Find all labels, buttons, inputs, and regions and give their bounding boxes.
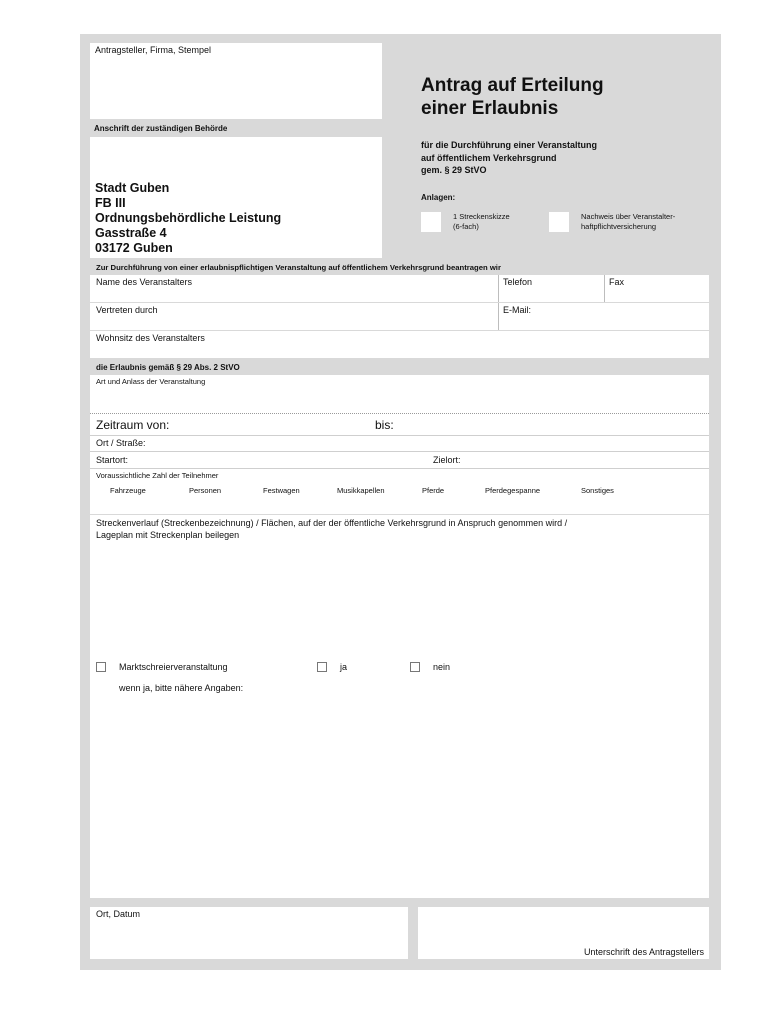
- divider: [498, 303, 499, 330]
- purpose-text: [421, 139, 597, 177]
- residence-row[interactable]: [90, 331, 709, 358]
- address-line: Ordnungsbehördliche Leistung: [95, 211, 282, 225]
- period-to-label: bis:: [375, 418, 394, 432]
- form-title: [421, 74, 604, 120]
- place-street-label: Ort / Straße:: [96, 438, 146, 448]
- authority-label: Anschrift der zuständigen Behörde: [94, 124, 228, 133]
- represented-label: Vertreten durch: [96, 305, 158, 315]
- fax-label: Fax: [609, 277, 625, 287]
- market-checkbox[interactable]: [96, 662, 106, 672]
- email-label: E-Mail:: [503, 305, 532, 315]
- divider: [498, 275, 499, 302]
- attachment1-label: [453, 212, 510, 232]
- attachment1-line: 1 Streckenskizze: [453, 212, 510, 221]
- separator: [90, 451, 709, 452]
- attachment2-label: [581, 212, 675, 232]
- participant-type-persons: Personen: [189, 486, 222, 495]
- participants-label: Voraussichtliche Zahl der Teilnehmer: [96, 471, 219, 480]
- phone-label: Telefon: [503, 277, 533, 287]
- attachment1-line: (6-fach): [453, 222, 479, 231]
- permit-heading: die Erlaubnis gemäß § 29 Abs. 2 StVO: [96, 363, 240, 372]
- title-line: Antrag auf Erteilung: [421, 75, 604, 96]
- attachment1-checkbox[interactable]: [421, 212, 441, 232]
- participant-type-vehicles: Fahrzeuge: [110, 486, 146, 495]
- address-line: 03172 Guben: [95, 241, 173, 255]
- attachments-label: Anlagen:: [421, 193, 456, 202]
- address-line: Stadt Guben: [95, 181, 170, 195]
- attachment2-checkbox[interactable]: [549, 212, 569, 232]
- period-from-label: Zeitraum von:: [96, 418, 170, 432]
- market-details-label: wenn ja, bitte nähere Angaben:: [119, 683, 244, 693]
- attachment2-line: haftpflichtversicherung: [581, 222, 657, 231]
- purpose-line: gem. § 29 StVO: [421, 165, 487, 175]
- participant-type-floats: Festwagen: [263, 486, 300, 495]
- authority-box: [90, 137, 382, 258]
- attachment2-line: Nachweis über Veranstalter-: [581, 212, 676, 221]
- market-no-checkbox[interactable]: [410, 662, 420, 672]
- route-line: Lageplan mit Streckenplan beilegen: [96, 529, 240, 540]
- signature-box[interactable]: [418, 907, 709, 959]
- request-text: Zur Durchführung von einer erlaubnispflichtigen Veranstaltung auf öffentlichem Verkehrsgrund beantragen wir: [96, 263, 501, 272]
- place-date-label: Ort, Datum: [96, 909, 141, 919]
- organizer-name-row[interactable]: [90, 275, 709, 302]
- participant-type-other: Sonstiges: [581, 486, 614, 495]
- participant-type-carriages: Pferdegespanne: [485, 486, 541, 495]
- event-type-label: Art und Anlass der Veranstaltung: [96, 377, 206, 386]
- route-section[interactable]: [90, 515, 709, 898]
- market-no-label: nein: [433, 662, 451, 672]
- address-line: FB III: [95, 196, 126, 210]
- residence-label: Wohnsitz des Veranstalters: [96, 333, 205, 343]
- purpose-line: für die Durchführung einer Veranstaltung: [421, 140, 598, 150]
- signature-label: Unterschrift des Antragstellers: [583, 947, 704, 957]
- organizer-name-label: Name des Veranstalters: [96, 277, 193, 287]
- start-place-label: Startort:: [96, 455, 129, 465]
- represented-row[interactable]: [90, 303, 709, 330]
- separator: [90, 413, 709, 414]
- separator: [90, 468, 709, 469]
- applicant-box[interactable]: [90, 43, 382, 119]
- place-date-box[interactable]: [90, 907, 408, 959]
- separator: [90, 435, 709, 436]
- route-text: [96, 518, 567, 541]
- market-yes-label: ja: [340, 662, 348, 672]
- authority-address: [95, 181, 281, 256]
- route-line: Streckenverlauf (Streckenbezeichnung) / Flächen, auf der der öffentliche Verkehrsgrund in Anspruch genommen wird /: [96, 518, 568, 528]
- address-line: Gasstraße 4: [95, 226, 167, 240]
- participant-type-horses: Pferde: [422, 486, 445, 495]
- destination-label: Zielort:: [433, 455, 461, 465]
- divider: [604, 275, 605, 302]
- market-label: Marktschreierveranstaltung: [119, 662, 228, 672]
- title-line: einer Erlaubnis: [421, 98, 559, 119]
- purpose-line: auf öffentlichem Verkehrsgrund: [421, 152, 557, 163]
- applicant-label: Antragsteller, Firma, Stempel: [95, 45, 212, 55]
- event-section[interactable]: [90, 375, 709, 514]
- market-yes-checkbox[interactable]: [317, 662, 327, 672]
- participant-type-bands: Musikkapellen: [337, 486, 385, 495]
